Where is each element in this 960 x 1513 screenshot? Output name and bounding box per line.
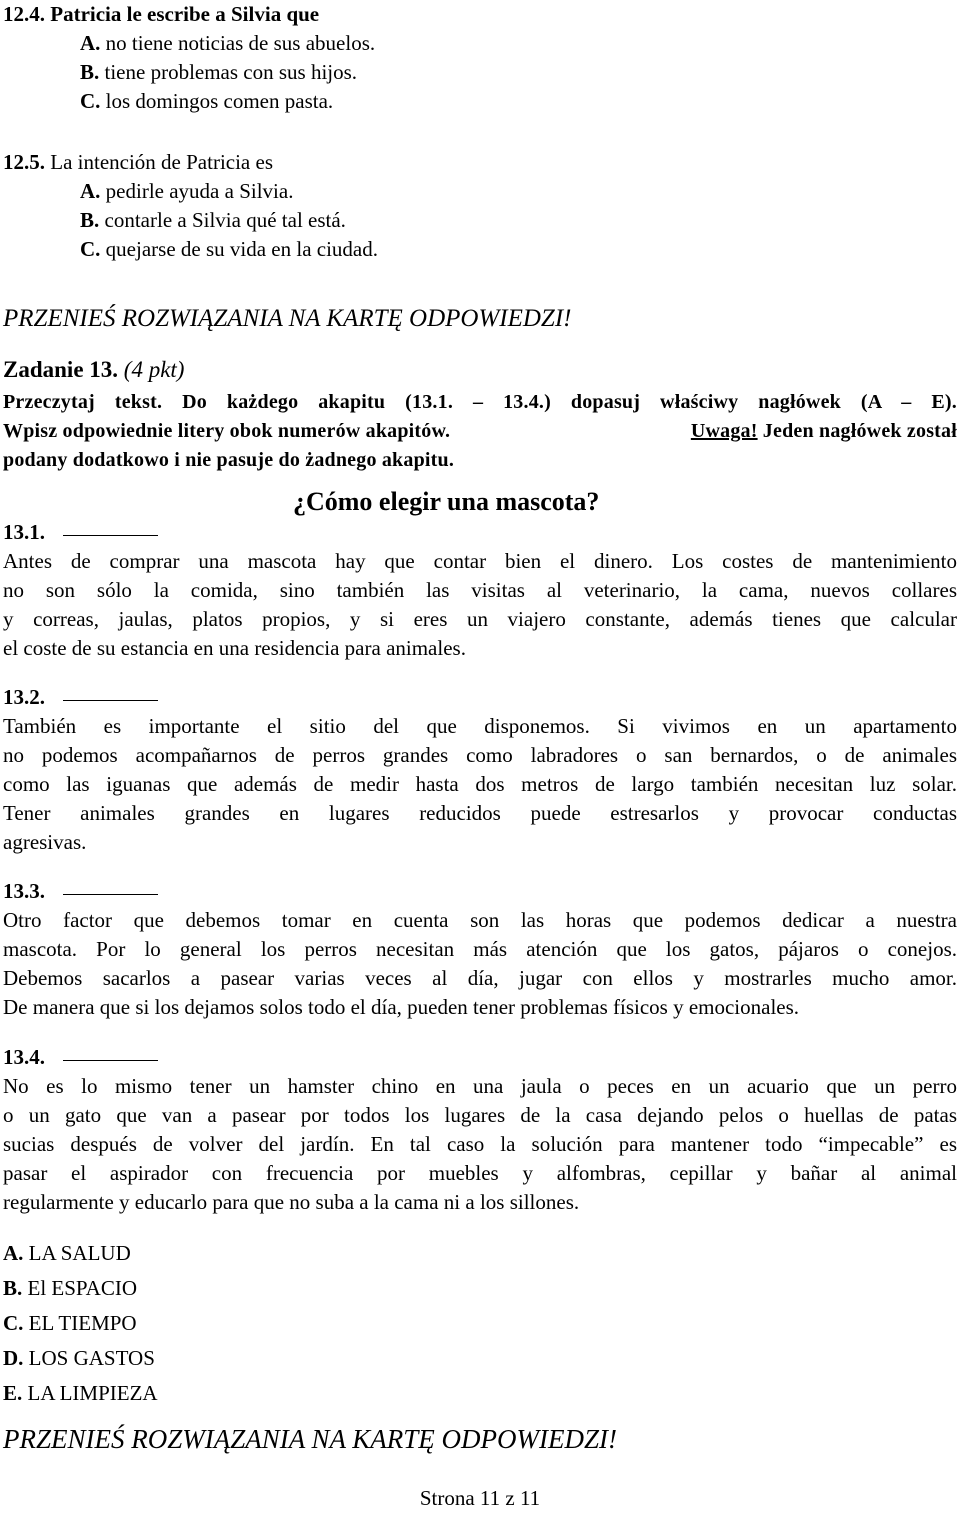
option-a: A. pedirle ayuda a Silvia. [80,179,294,203]
answer-blank[interactable] [63,893,158,895]
question-number: 12.5. [3,150,45,174]
page-footer: Strona 11 z 11 [419,1486,541,1510]
answer-blank[interactable] [63,699,158,701]
paragraph-number: 13.2. [3,685,45,709]
paragraph-13-1: 13.1. Antes de comprar una mascota hay que contar bien el dinero. Los costes de mantenimiento no son sólo la comida, sino también las visitas al veterinario, la cama, nuevos collares y correas, jaulas, platos propios, y si eres un viajero constante, además tienes que calcular el coste de su estancia en una residencia para animales. [3,520,957,660]
question-stem: La intención de Patricia es [50,150,273,174]
transfer-note-bottom: PRZENIEŚ ROZWIĄZANIA NA KARTĘ ODPOWIEDZI! [3,1424,617,1454]
headings-list [3,1236,957,1411]
question-12-5 [3,148,957,264]
option-a: A. no tiene noticias de sus abuelos. [80,31,376,55]
paragraph-13-4: 13.4. No es lo mismo tener un hamster chino en una jaula o peces en un acuario que un perro o un gato que van a pasear por todos los lugares de la casa dejando pelos o huellas de patas sucias después de volver del jardín. En tal caso la solución para mantener todo “impecable” es pasar el aspirador con frecuencia por muebles y alfombras, cepillar y bañar al animal regularmente y educarlo para que no suba a la cama ni a los sillones. [3,1045,957,1214]
question-stem: Patricia le escribe a Silvia que [50,2,320,26]
option-c: C. los domingos comen pasta. [80,89,334,113]
heading-e: E. LA LIMPIEZA [3,1381,158,1405]
task-title: Zadanie 13. (4 pkt) [3,357,185,382]
heading-a: A. LA SALUD [3,1241,131,1265]
paragraph-13-2: 13.2. También es importante el sitio del que disponemos. Si vivimos en un apartamento no podemos acompañarnos de perros grandes como labradores o san bernardos, o de animales como las iguanas que además de medir hasta dos metros de largo también necesitan luz solar. Tener animales grandes en lugares reducidos puede estresarlos y provocar conductas agresivas. [3,685,957,854]
answer-blank[interactable] [63,1059,158,1061]
task-instructions: Przeczytaj tekst. Do każdego akapitu (13.1. – 13.4.) dopasuj właściwy nagłówek (A – E). Wpisz odpowiednie litery obok numerów akapitów. Uwaga! Jeden nagłówek został podany dodatkowo i nie pasuje do żadnego akapitu. [3,391,957,471]
heading-d: D. LOS GASTOS [3,1346,155,1370]
answer-blank[interactable] [63,534,158,536]
question-number: 12.4. [3,2,45,26]
paragraph-number: 13.1. [3,520,45,544]
option-b: B. tiene problemas con sus hijos. [80,60,358,84]
paragraph-number: 13.3. [3,879,45,903]
paragraph-13-3: 13.3. Otro factor que debemos tomar en cuenta son las horas que podemos dedicar a nuestra mascota. Por lo general los perros necesitan más atención que los gatos, pájaros o conejos. Debemos sacarlos a pasear varias veces al día, jugar con ellos y mostrarles mucho amor. De manera que si los dejamos solos todo el día, pueden tener problemas físicos y emocionales. [3,879,957,1019]
transfer-note-top: PRZENIEŚ ROZWIĄZANIA NA KARTĘ ODPOWIEDZI! [3,305,572,332]
option-c: C. quejarse de su vida en la ciudad. [80,237,378,261]
question-12-4 [3,0,957,116]
article-title: ¿Cómo elegir una mascota? [293,487,600,516]
heading-c: C. EL TIEMPO [3,1311,137,1335]
paragraph-number: 13.4. [3,1045,45,1069]
uwaga-label: Uwaga! [690,420,758,442]
option-b: B. contarle a Silvia qué tal está. [80,208,346,232]
heading-b: B. El ESPACIO [3,1276,138,1300]
